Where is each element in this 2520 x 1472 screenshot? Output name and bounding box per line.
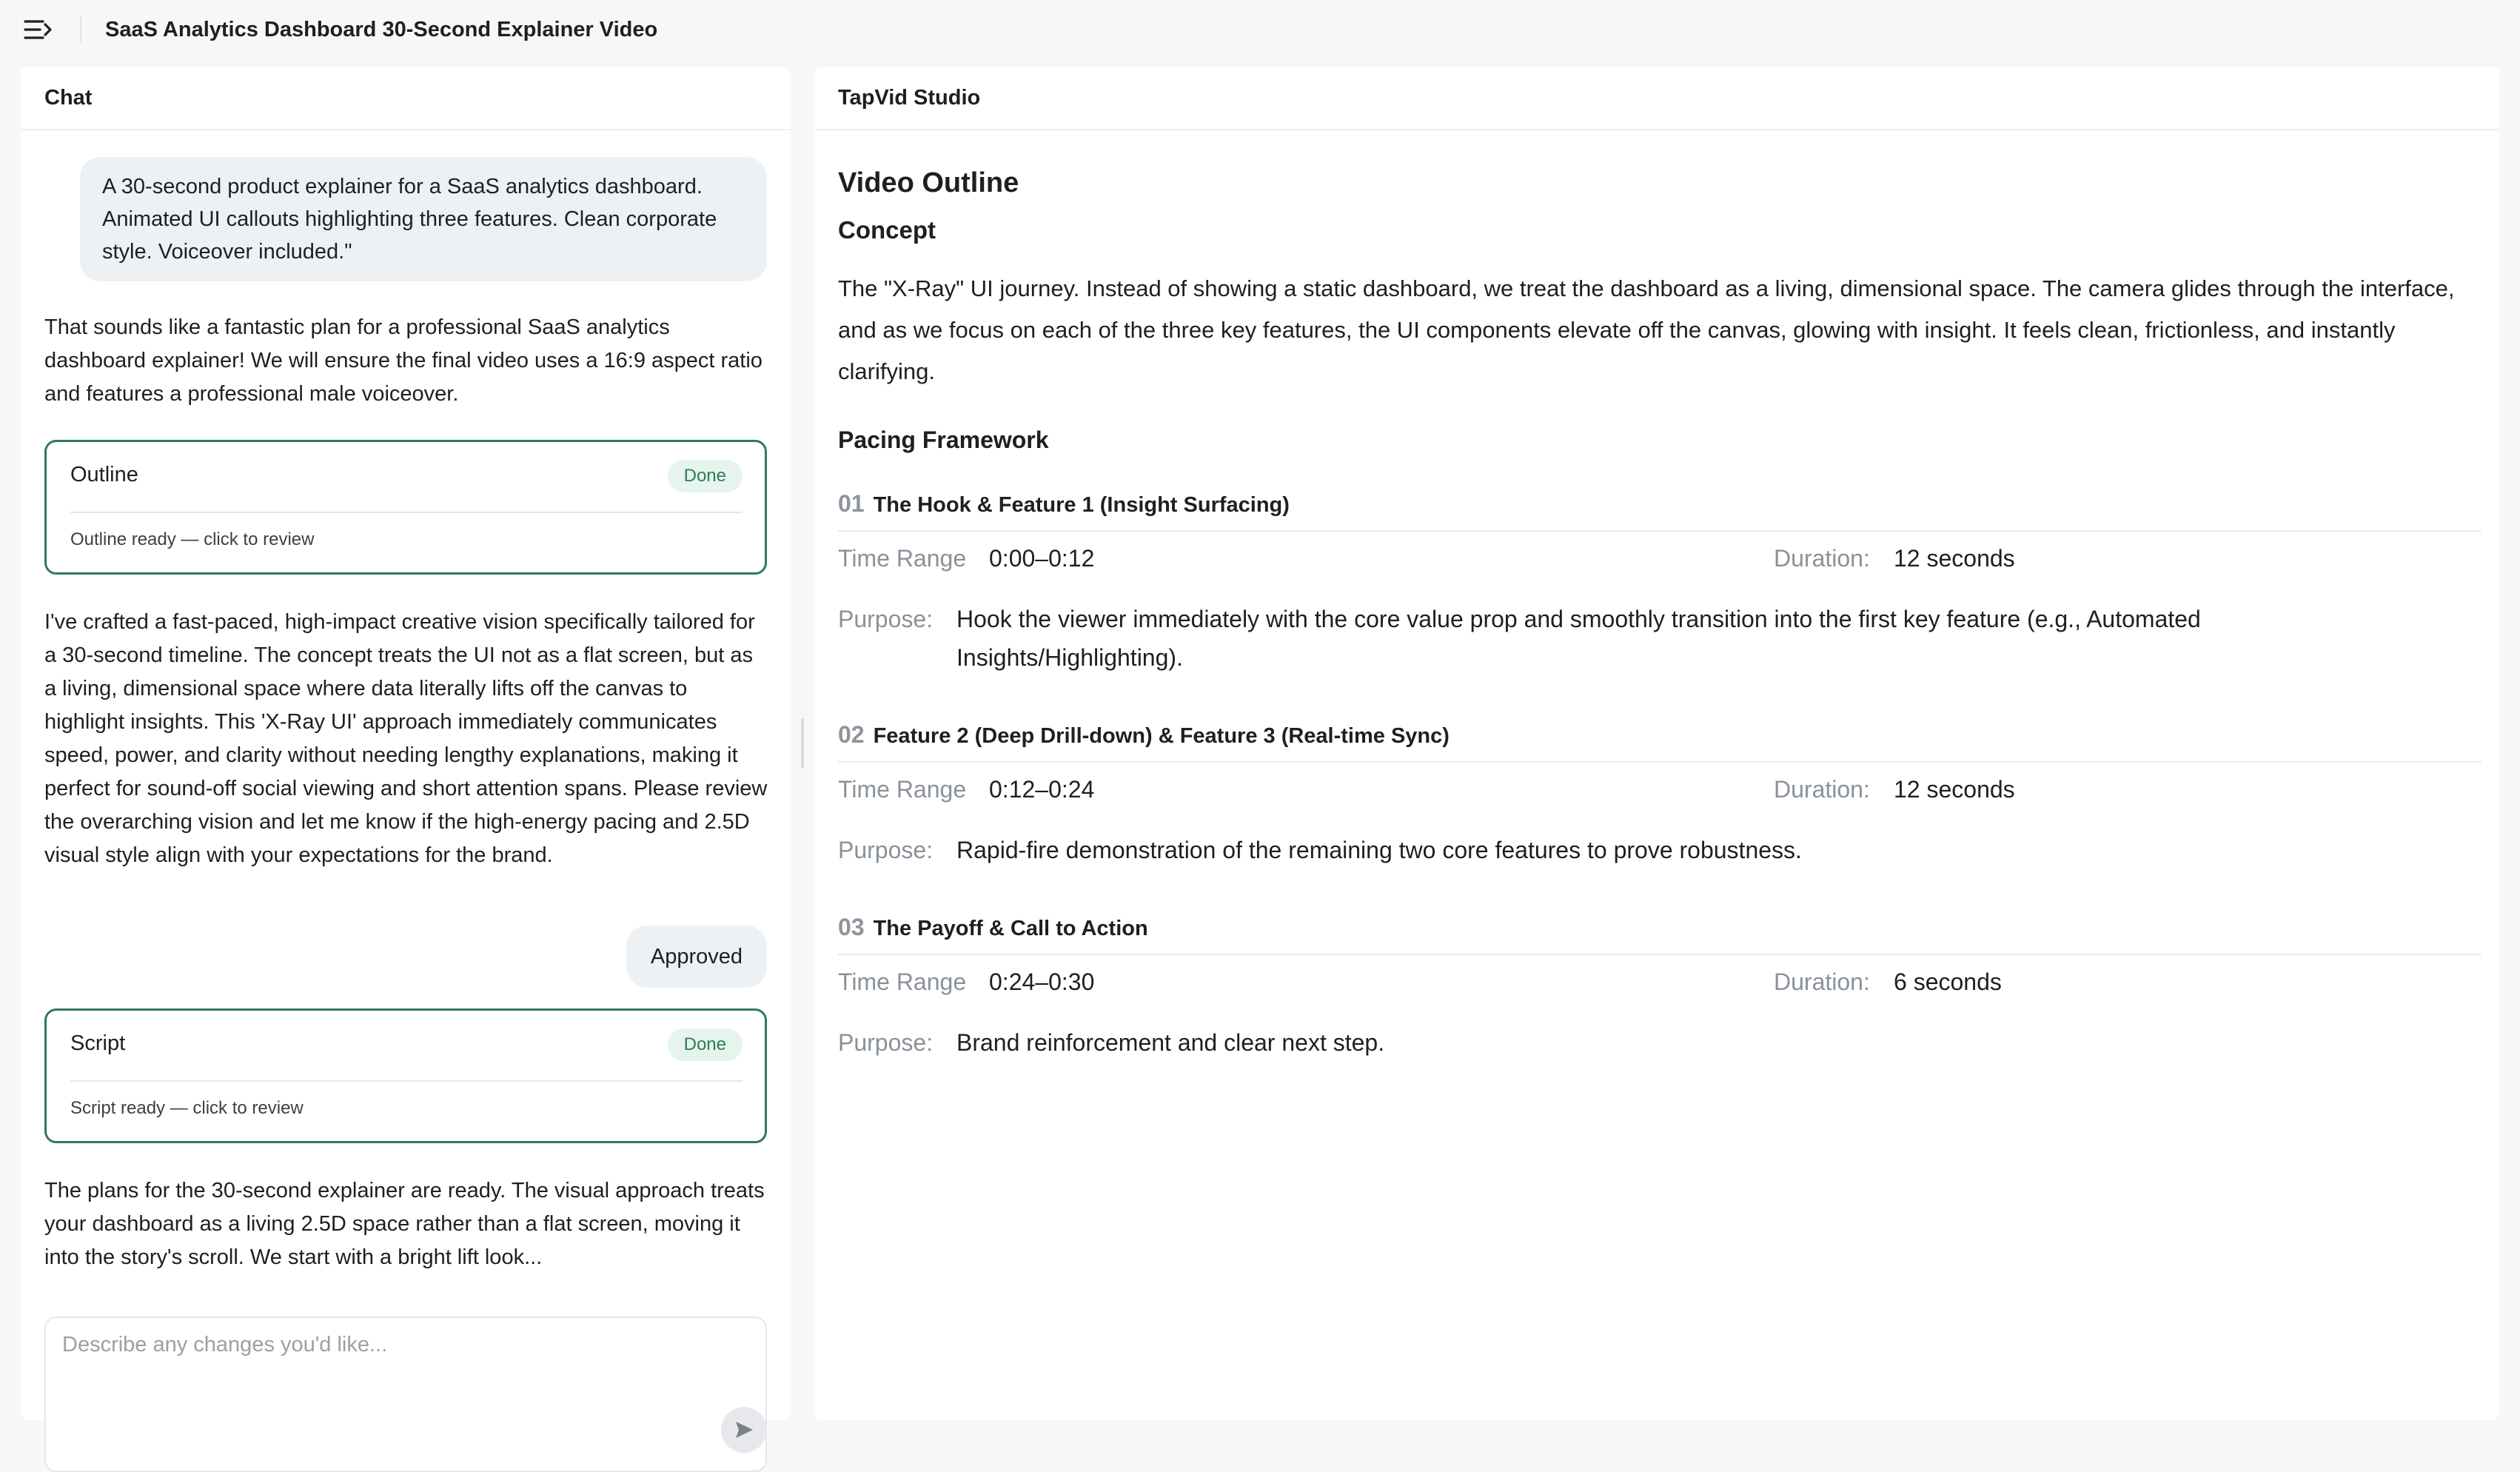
chat-input-box xyxy=(44,1317,767,1472)
purpose-label: Purpose: xyxy=(838,837,934,863)
purpose-value: Hook the viewer immediately with the core value prop and smoothly transition into the first key feature (e.g., Automated Insights/Highlighting). xyxy=(956,606,2201,671)
assistant-message: That sounds like a fantastic plan for a professional SaaS analytics dashboard explainer! We will ensure the final video uses a 16:9 aspect ratio and features a professional male voiceover. xyxy=(44,315,763,406)
page-title: SaaS Analytics Dashboard 30-Second Explainer Video xyxy=(105,18,658,41)
duration-label: Duration: xyxy=(1774,968,1870,995)
panel-resize-handle[interactable] xyxy=(801,718,804,769)
time-range-label: Time Range xyxy=(838,968,967,995)
time-range-label: Time Range xyxy=(838,776,967,803)
send-button[interactable] xyxy=(721,1407,767,1453)
section-divider xyxy=(838,954,2482,955)
section-number: 02 xyxy=(838,721,865,748)
status-badge: Done xyxy=(668,1028,743,1061)
concept-text: The "X-Ray" UI journey. Instead of showing a static dashboard, we treat the dashboard as a living, dimensional space. The camera glides through the interface, and as we focus on each of the three key features, the UI components elevate off the canvas, glowing with insight. It feels clean, frictionless, and instantly clarifying. xyxy=(838,275,2455,384)
chat-input[interactable] xyxy=(62,1333,751,1407)
topbar-divider xyxy=(80,16,81,43)
send-icon xyxy=(733,1419,755,1441)
section-number: 03 xyxy=(838,914,865,940)
outline-card-title: Outline xyxy=(70,463,138,486)
purpose-label: Purpose: xyxy=(838,1029,934,1056)
status-badge: Done xyxy=(668,460,743,492)
outline-card[interactable] xyxy=(44,440,767,575)
section-title: The Hook & Feature 1 (Insight Surfacing) xyxy=(873,493,1290,517)
sidebar-toggle-icon[interactable] xyxy=(21,16,56,43)
user-message: A 30-second product explainer for a SaaS analytics dashboard. Animated UI callouts highlighting three features. Clean corporate style. Voiceover included." xyxy=(80,157,767,281)
chat-panel-title: Chat xyxy=(21,67,791,130)
duration-label: Duration: xyxy=(1774,776,1870,803)
script-card-subtitle: Script ready — click to review xyxy=(70,1098,304,1118)
section-number: 01 xyxy=(838,490,865,517)
time-range-label: Time Range xyxy=(838,545,967,572)
duration-value: 6 seconds xyxy=(1894,968,2002,995)
duration-value: 12 seconds xyxy=(1894,545,2015,572)
card-divider xyxy=(70,512,743,513)
time-range-value: 0:24–0:30 xyxy=(989,968,1095,995)
assistant-message: I've crafted a fast-paced, high-impact creative vision specifically tailored for a 30-second timeline. The concept treats the UI not as a flat screen, but as a living, dimensional space where data literally lifts off the canvas to highlight insights. This 'X-Ray UI' approach immediately communicates speed, power, and clarity without needing lengthy explanations, making it perfect for sound-off social viewing and short attention spans. Please review the overarching vision and let me know if the high-energy pacing and 2.5D visual style align with your expectations for the brand. xyxy=(44,610,768,867)
time-range-value: 0:00–0:12 xyxy=(989,545,1095,572)
concept-heading: Concept xyxy=(838,216,936,244)
section-divider xyxy=(838,530,2482,532)
pacing-heading: Pacing Framework xyxy=(838,426,1049,453)
duration-label: Duration: xyxy=(1774,545,1870,572)
purpose-value: Brand reinforcement and clear next step. xyxy=(956,1029,1385,1056)
section-divider xyxy=(838,761,2482,763)
outline-card-subtitle: Outline ready — click to review xyxy=(70,529,315,549)
purpose-label: Purpose: xyxy=(838,606,934,632)
user-message-approved: Approved xyxy=(626,926,767,988)
card-divider xyxy=(70,1080,743,1082)
studio-panel xyxy=(814,67,2499,1420)
outline-title: Video Outline xyxy=(838,167,1019,198)
top-bar xyxy=(0,0,2520,59)
assistant-message: The plans for the 30-second explainer are ready. The visual approach treats your dashboard as a living 2.5D space rather than a flat screen, moving it into the story's scroll. We start with a bright lift look... xyxy=(44,1179,765,1269)
section-title: Feature 2 (Deep Drill-down) & Feature 3 (Real-time Sync) xyxy=(873,724,1450,748)
script-card[interactable] xyxy=(44,1008,767,1143)
purpose-value: Rapid-fire demonstration of the remaining two core features to prove robustness. xyxy=(956,837,1802,863)
script-card-title: Script xyxy=(70,1031,126,1055)
time-range-value: 0:12–0:24 xyxy=(989,776,1095,803)
section-title: The Payoff & Call to Action xyxy=(873,917,1148,940)
duration-value: 12 seconds xyxy=(1894,776,2015,803)
chat-panel xyxy=(21,67,791,1420)
studio-panel-title: TapVid Studio xyxy=(814,67,2499,130)
